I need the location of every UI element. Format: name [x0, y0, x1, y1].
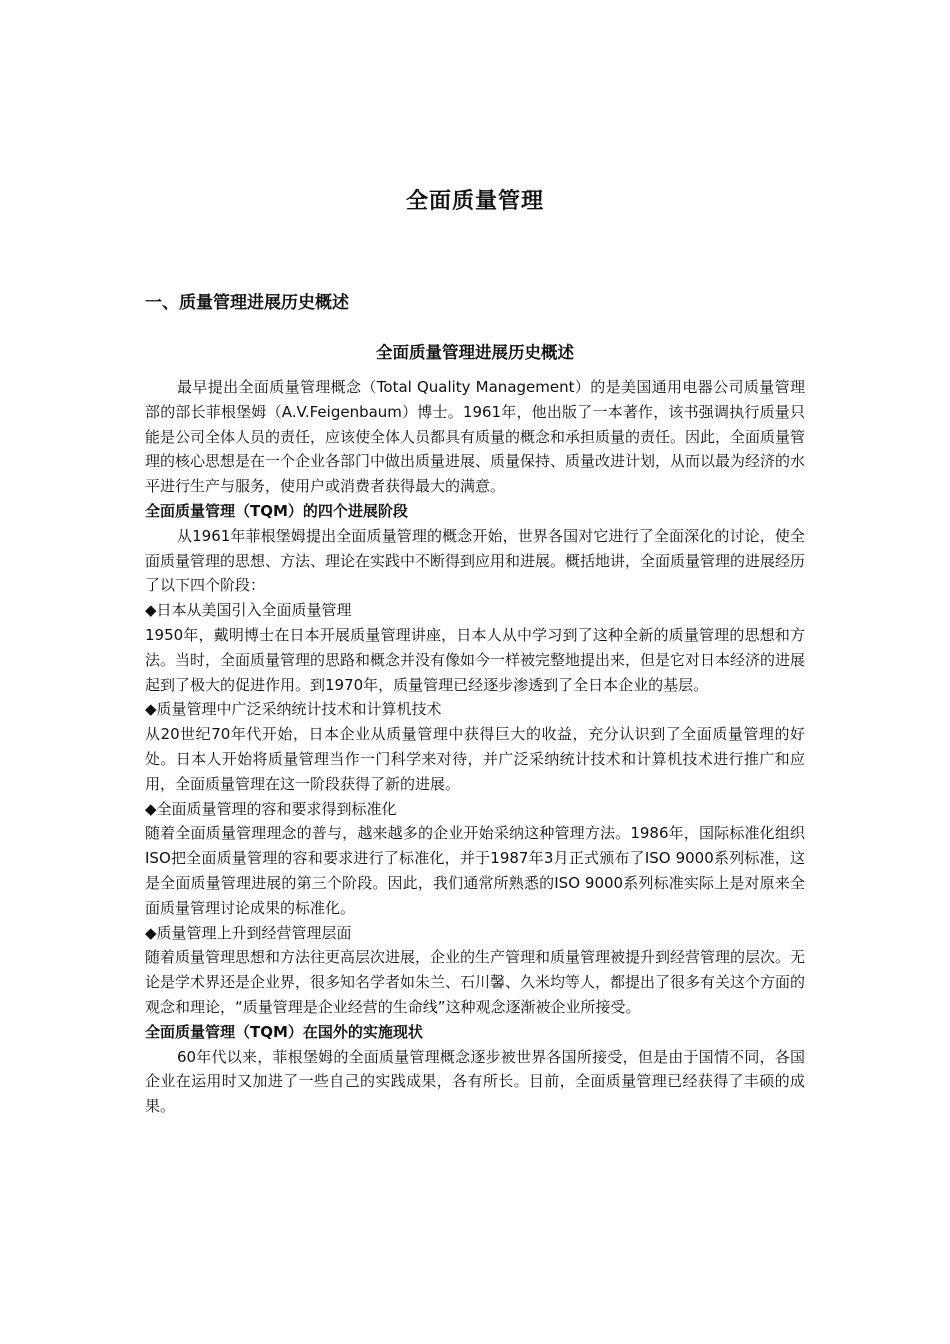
abroad-heading: 全面质量管理（TQM）在国外的实施现状 [145, 1022, 423, 1041]
stages-intro-paragraph: 从1961年菲根堡姆提出全面质量管理的概念开始，世界各国对它进行了全面深化的讨论，使全面质量管理的思想、方法、理论在实践中不断得到应用和进展。概括地讲，全面质量管理的进展经历了以下四个阶段： [145, 526, 806, 595]
stage-heading: ◆质量管理上升到经营管理层面 [145, 923, 352, 942]
abroad-paragraph: 60年代以来，菲根堡姆的全面质量管理概念逐步被世界各国所接受，但是由于国情不同，各国企业在运用时又加进了一些自己的实践成果，各有所长。目前，全面质量管理已经获得了丰硕的成果。 [145, 1047, 805, 1116]
stage-paragraph: 从20世纪70年代开始，日本企业从质量管理中获得巨大的收益，充分认识到了全面质量管理的好处。日本人开始将质量管理当作一门科学来对待，并广泛采纳统计技术和计算机技术进行推广和应用，全面质量管理在这一阶段获得了新的进展。 [145, 725, 805, 793]
stage-heading: ◆全面质量管理的容和要求得到标准化 [145, 799, 397, 818]
stage-paragraph: 1950年，戴明博士在日本开展质量管理讲座，日本人从中学习到了这种全新的质量管理的思想和方法。当时，全面质量管理的思路和概念并没有像如今一样被完整地提出来，但是它对日本经济的进展起到了极大的促进作用。到1970年，质量管理已经逐步渗透到了全日本企业的基层。 [145, 625, 806, 694]
stage-paragraph: 随着质量管理思想和方法往更高层次进展，企业的生产管理和质量管理被提升到经营管理的层次。无论是学术界还是企业界，很多知名学者如朱兰、石川馨、久米均等人，都提出了很多有关这个方面的观念和理论，“质量管理是企业经营的生命线”这种观念逐渐被企业所接受。 [145, 948, 806, 1016]
stages-heading: 全面质量管理（TQM）的四个进展阶段 [145, 501, 408, 520]
stage-paragraph: 随着全面质量管理理念的普与，越来越多的企业开始采纳这种管理方法。1986年，国际标准化组织ISO把全面质量管理的容和要求进行了标准化，并于1987年3月正式颁布了ISO 9000系列标准，这是全面质量管理进展的第三个阶段。因此，我们通常所熟悉的ISO 9000系列标准实际上是对原来全面质量管理讨论成果的标准化。 [145, 824, 805, 917]
document-body [145, 375, 805, 1119]
intro-paragraph: 最早提出全面质量管理概念（Total Quality Management）的是美国通用电器公司质量管理部的部长菲根堡姆（A.V.Feigenbaum）博士。1961年，他出版了一本著作，该书强调执行质量只能是公司全体人员的责任，应该使全体人员都具有质量的概念和承担质量的责任。因此，全面质量管理的核心思想是在一个企业各部门中做出质量进展、质量保持、质量改进计划，从而以最为经济的水平进行生产与服务，使用户或消费者获得最大的满意。 [145, 378, 806, 496]
document-title: 全面质量管理 [405, 189, 544, 214]
section-heading: 一、质量管理进展历史概述 [145, 293, 349, 313]
stage-heading: ◆质量管理中广泛采纳统计技术和计算机技术 [145, 700, 442, 719]
stage-heading: ◆日本从美国引入全面质量管理 [145, 601, 352, 620]
subheading: 全面质量管理进展历史概述 [376, 343, 574, 362]
